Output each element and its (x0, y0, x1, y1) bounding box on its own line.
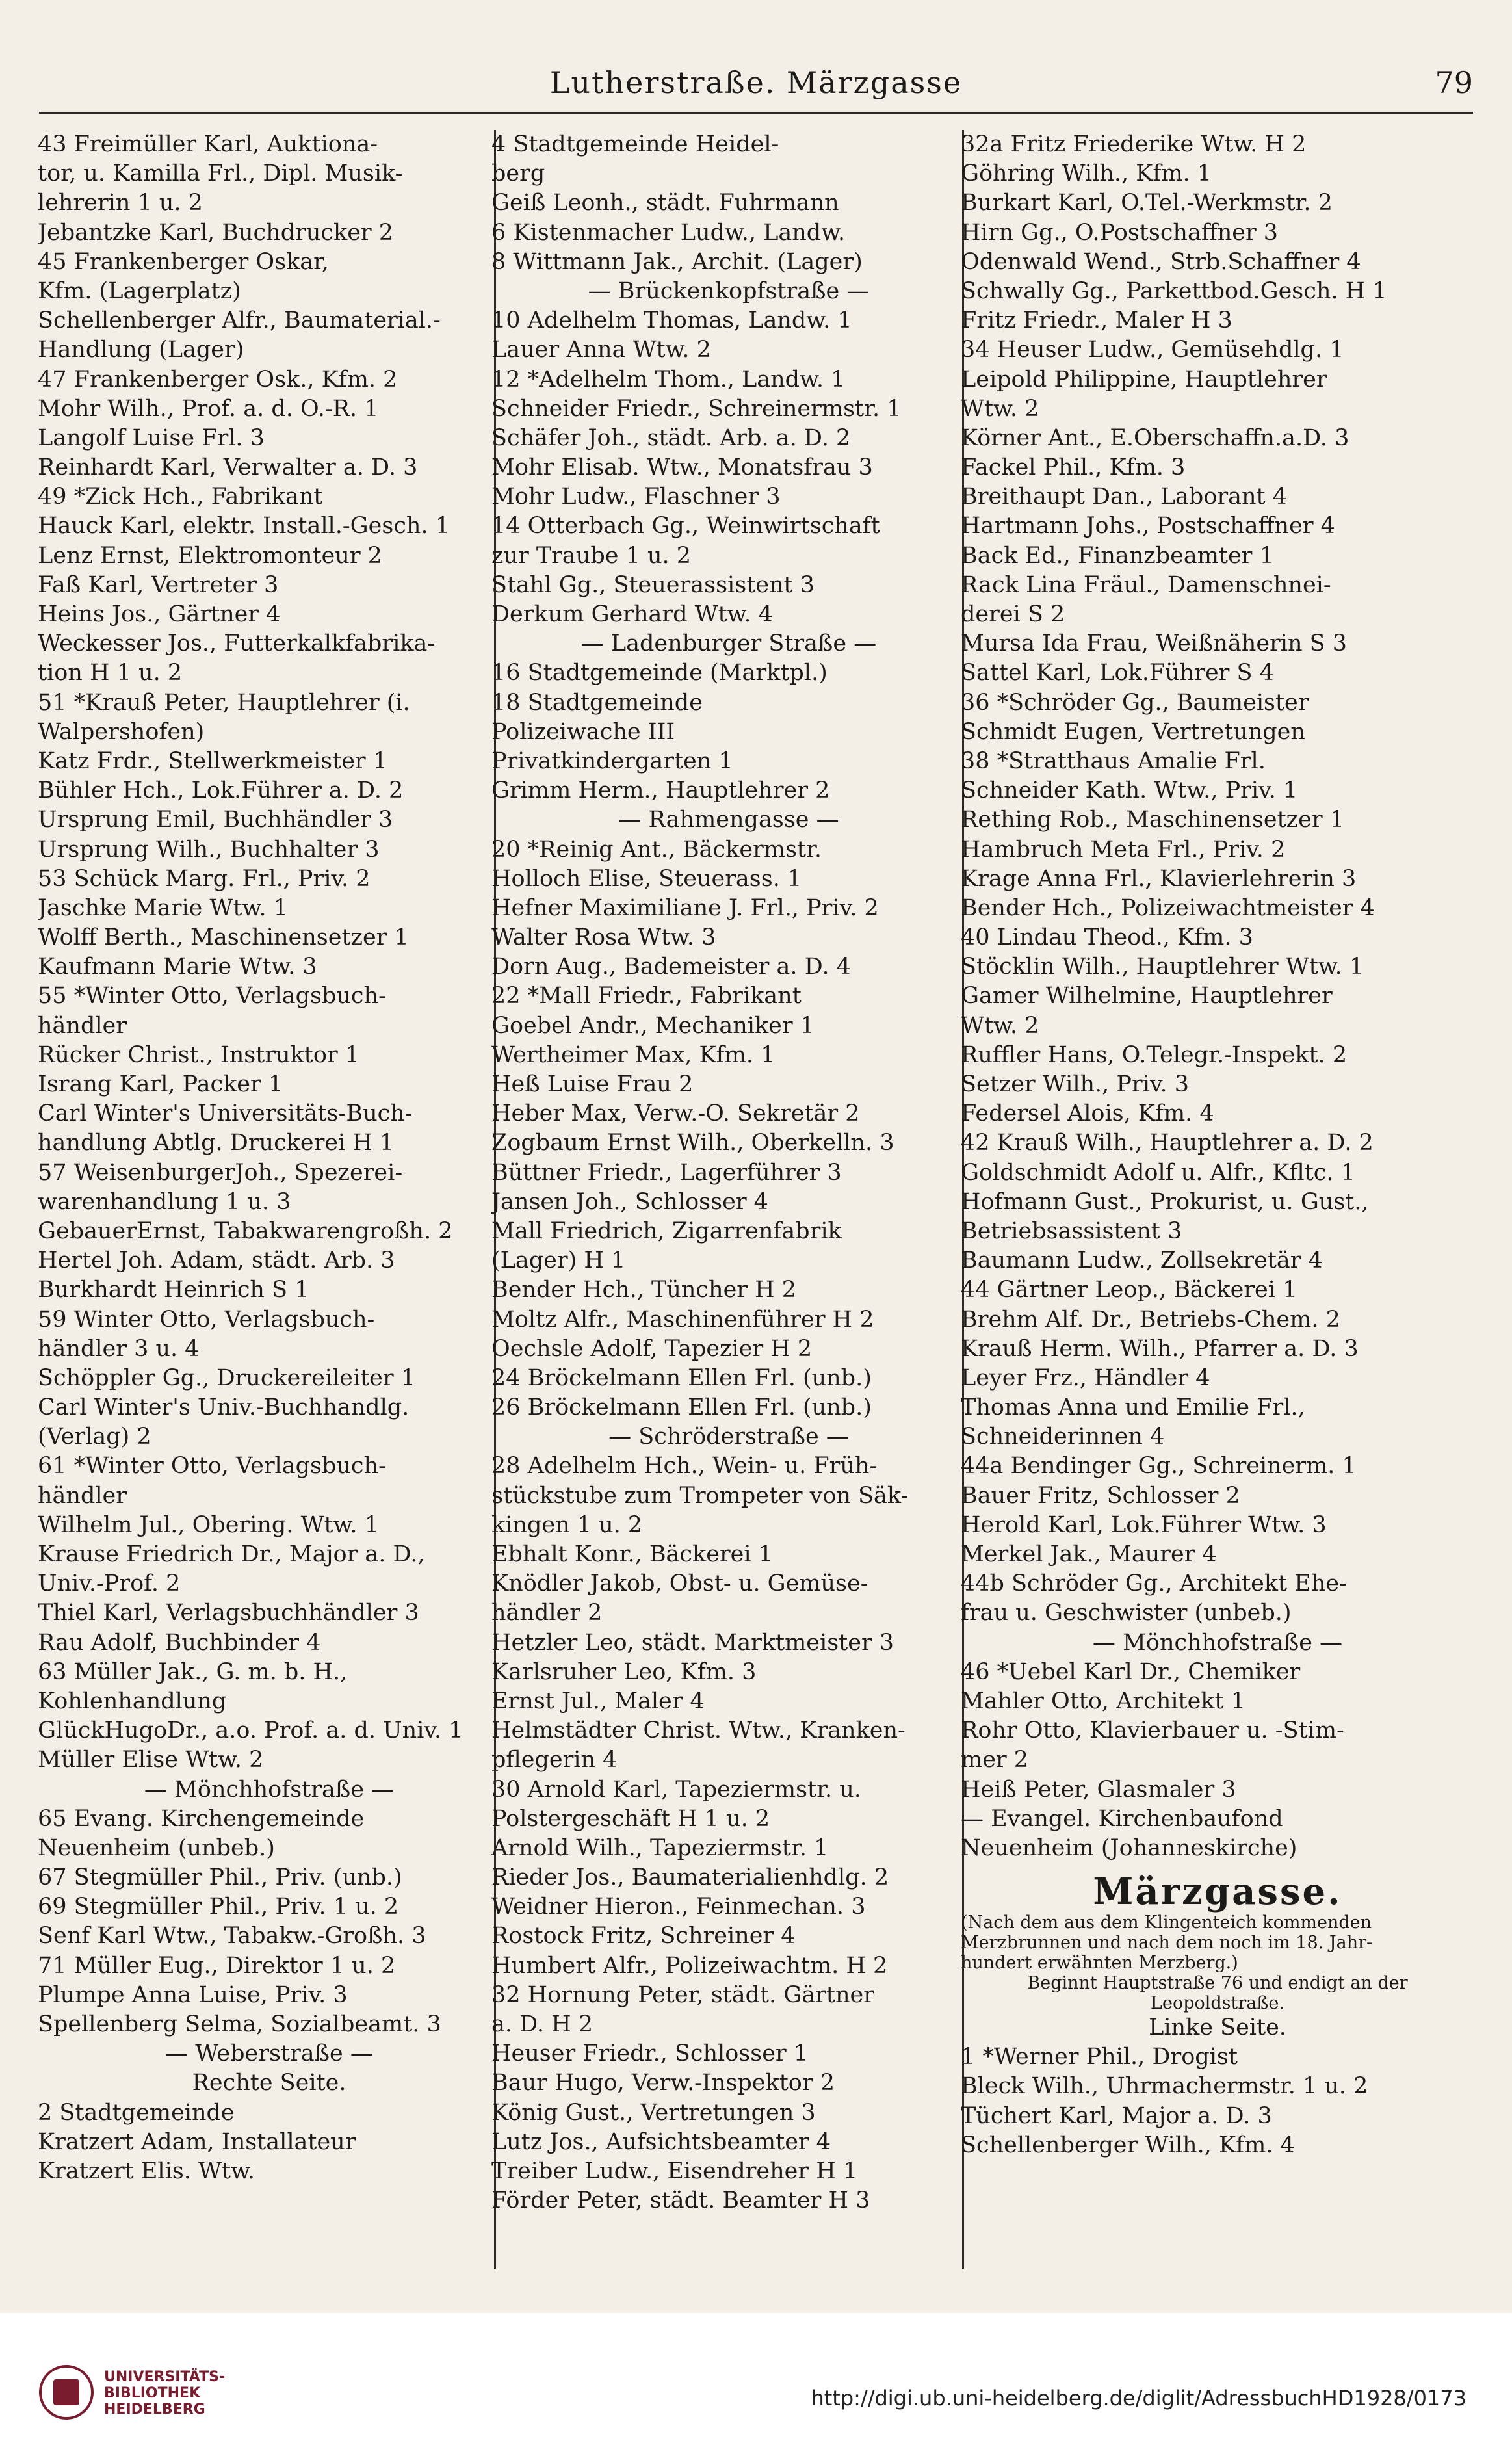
directory-line: Schneider Friedr., Schreinermstr. 1 (491, 395, 902, 422)
directory-line: 28 Adelhelm Hch., Wein- u. Früh- (491, 1453, 878, 1480)
directory-line: Hauck Karl, elektr. Install.-Gesch. 1 (38, 513, 450, 540)
directory-line: Reinhardt Karl, Verwalter a. D. 3 (38, 454, 418, 481)
directory-line: händler 3 u. 4 (38, 1335, 200, 1362)
directory-line: 34 Heuser Ludw., Gemüsehdlg. 1 (961, 337, 1344, 363)
directory-line: Helmstädter Christ. Wtw., Kranken- (491, 1718, 906, 1744)
directory-line: stückstube zum Trompeter von Säk- (491, 1482, 909, 1509)
directory-line: 61 *Winter Otto, Verlagsbuch- (38, 1453, 386, 1480)
street-note-line: Merzbrunnen und nach dem noch im 18. Jahr- (961, 1933, 1373, 1953)
directory-line: Büttner Friedr., Lagerführer 3 (491, 1159, 842, 1186)
directory-line: Mursa Ida Frau, Weißnäherin S 3 (961, 631, 1347, 657)
directory-line: pflegerin 4 (491, 1747, 618, 1773)
directory-line: Wtw. 2 (961, 395, 1039, 422)
directory-line: Krause Friedrich Dr., Major a. D., (38, 1541, 425, 1567)
directory-line: 55 *Winter Otto, Verlagsbuch- (38, 983, 386, 1010)
directory-line: Bender Hch., Polizeiwachtmeister 4 (961, 895, 1375, 921)
directory-line: Stöcklin Wilh., Hauptlehrer Wtw. 1 (961, 954, 1364, 980)
directory-line: 36 *Schröder Gg., Baumeister (961, 689, 1309, 716)
directory-line: 2 Stadtgemeinde (38, 2099, 235, 2126)
directory-line: Kratzert Adam, Installateur (38, 2128, 356, 2155)
directory-line: Katz Frdr., Stellwerkmeister 1 (38, 748, 388, 774)
directory-line: Rau Adolf, Buchbinder 4 (38, 1629, 321, 1656)
directory-line: 43 Freimüller Karl, Auktiona- (38, 131, 378, 157)
directory-line: Burkhardt Heinrich S 1 (38, 1277, 309, 1303)
directory-line: Humbert Alfr., Polizeiwachtm. H 2 (491, 1952, 888, 1979)
directory-line: Krage Anna Frl., Klavierlehrerin 3 (961, 865, 1357, 892)
directory-line: Weckesser Jos., Futterkalkfabrika- (38, 631, 436, 657)
directory-line: Merkel Jak., Maurer 4 (961, 1541, 1217, 1567)
directory-line: Knödler Jakob, Obst- u. Gemüse- (491, 1571, 868, 1597)
directory-line: — Mönchhofstraße — (144, 1776, 395, 1803)
directory-line: 57 WeisenburgerJoh., Spezerei- (38, 1159, 403, 1186)
directory-line: Schneiderinnen 4 (961, 1424, 1165, 1450)
directory-column-right (961, 130, 1474, 2269)
page-number: 79 (1435, 65, 1473, 100)
directory-line: Rohr Otto, Klavierbauer u. -Stim- (961, 1718, 1344, 1744)
directory-line: Kaufmann Marie Wtw. 3 (38, 954, 317, 980)
directory-line: handlung Abtlg. Druckerei H 1 (38, 1130, 395, 1156)
directory-line: 65 Evang. Kirchengemeinde (38, 1805, 365, 1832)
directory-line: Lenz Ernst, Elektromonteur 2 (38, 542, 382, 569)
directory-line: Leipold Philippine, Hauptlehrer (961, 366, 1327, 393)
side-label: Linke Seite. (1149, 2015, 1286, 2041)
directory-line: Privatkindergarten 1 (491, 748, 733, 774)
directory-line: Müller Elise Wtw. 2 (38, 1747, 264, 1773)
street-note (961, 1913, 1474, 2013)
directory-line: — Brückenkopfstraße — (588, 278, 870, 304)
directory-line: Grimm Herm., Hauptlehrer 2 (491, 777, 830, 804)
directory-line: Oechsle Adolf, Tapezier H 2 (491, 1335, 813, 1362)
directory-line: Heuser Friedr., Schlosser 1 (491, 2041, 809, 2067)
directory-line: Krauß Herm. Wilh., Pfarrer a. D. 3 (961, 1335, 1359, 1362)
directory-line: Schöppler Gg., Druckereileiter 1 (38, 1365, 416, 1391)
directory-line: Bühler Hch., Lok.Führer a. D. 2 (38, 777, 404, 804)
directory-line: lehrerin 1 u. 2 (38, 190, 203, 216)
directory-line: Polstergeschäft H 1 u. 2 (491, 1805, 770, 1832)
right-column-entries (961, 130, 1474, 1863)
directory-line: Dorn Aug., Bademeister a. D. 4 (491, 954, 851, 980)
directory-line: Hefner Maximiliane J. Frl., Priv. 2 (491, 895, 879, 921)
directory-line: händler 2 (491, 1600, 603, 1626)
directory-line: — Rahmengasse — (618, 807, 839, 833)
directory-line: (Lager) H 1 (491, 1248, 626, 1274)
directory-line: 38 *Stratthaus Amalie Frl. (961, 748, 1266, 774)
directory-line: Mohr Elisab. Wtw., Monatsfrau 3 (491, 454, 873, 481)
directory-line: Handlung (Lager) (38, 337, 244, 363)
directory-line: Thiel Karl, Verlagsbuchhändler 3 (38, 1600, 419, 1626)
directory-line: Jebantzke Karl, Buchdrucker 2 (38, 219, 394, 246)
directory-line: 1 *Werner Phil., Drogist (961, 2044, 1238, 2071)
directory-line: händler (38, 1012, 127, 1039)
directory-line: 18 Stadtgemeinde (491, 689, 703, 716)
directory-line: Mohr Ludw., Flaschner 3 (491, 484, 781, 510)
street-note-line: (Nach dem aus dem Klingenteich kommenden (961, 1913, 1372, 1933)
directory-line: Derkum Gerhard Wtw. 4 (491, 601, 774, 627)
directory-line: 40 Lindau Theod., Kfm. 3 (961, 924, 1253, 951)
directory-line: Weidner Hieron., Feinmechan. 3 (491, 1894, 866, 1920)
directory-line: 44b Schröder Gg., Architekt Ehe- (961, 1571, 1347, 1597)
directory-line: Schäfer Joh., städt. Arb. a. D. 2 (491, 425, 851, 451)
directory-line: kingen 1 u. 2 (491, 1511, 643, 1538)
directory-line: Hofmann Gust., Prokurist, u. Gust., (961, 1188, 1369, 1215)
directory-line: Rechte Seite. (192, 2070, 346, 2097)
directory-line: 71 Müller Eug., Direktor 1 u. 2 (38, 1952, 396, 1979)
directory-line: Heber Max, Verw.-O. Sekretär 2 (491, 1101, 860, 1127)
directory-line: derei S 2 (961, 601, 1065, 627)
directory-line: 32a Fritz Friederike Wtw. H 2 (961, 131, 1307, 157)
directory-line: Rething Rob., Maschinensetzer 1 (961, 807, 1344, 833)
directory-line: Bleck Wilh., Uhrmachermstr. 1 u. 2 (961, 2073, 1368, 2100)
directory-line: Zogbaum Ernst Wilh., Oberkelln. 3 (491, 1130, 894, 1156)
directory-line: 24 Bröckelmann Ellen Frl. (unb.) (491, 1365, 872, 1391)
directory-line: (Verlag) 2 (38, 1424, 151, 1450)
directory-line: Rack Lina Fräul., Damenschnei- (961, 571, 1331, 598)
directory-line: Burkart Karl, O.Tel.-Werkmstr. 2 (961, 190, 1333, 216)
directory-line: Karlsruher Leo, Kfm. 3 (491, 1658, 757, 1685)
directory-line: Tüchert Karl, Major a. D. 3 (961, 2102, 1272, 2129)
directory-line: Brehm Alf. Dr., Betriebs-Chem. 2 (961, 1306, 1340, 1333)
directory-line: Mall Friedrich, Zigarrenfabrik (491, 1218, 842, 1244)
directory-line: Breithaupt Dan., Laborant 4 (961, 484, 1287, 510)
directory-line: a. D. H 2 (491, 2011, 593, 2037)
directory-line: Ernst Jul., Maler 4 (491, 1688, 705, 1714)
directory-line: Holloch Elise, Steuerass. 1 (491, 865, 802, 892)
directory-line: tion H 1 u. 2 (38, 660, 183, 686)
directory-line: 14 Otterbach Gg., Weinwirtschaft (491, 513, 880, 540)
directory-line: Lauer Anna Wtw. 2 (491, 337, 711, 363)
directory-line: Baur Hugo, Verw.-Inspektor 2 (491, 2070, 835, 2097)
directory-line: 67 Stegmüller Phil., Priv. (unb.) (38, 1864, 402, 1891)
directory-line: Schmidt Eugen, Vertretungen (961, 718, 1305, 745)
directory-line: Betriebsassistent 3 (961, 1218, 1182, 1244)
directory-line: 59 Winter Otto, Verlagsbuch- (38, 1306, 375, 1333)
directory-line: Hetzler Leo, städt. Marktmeister 3 (491, 1629, 894, 1656)
directory-line: Israng Karl, Packer 1 (38, 1071, 283, 1097)
directory-line: — Schröderstraße — (608, 1424, 849, 1450)
directory-line: Förder Peter, städt. Beamter H 3 (491, 2188, 870, 2214)
directory-line: 46 *Uebel Karl Dr., Chemiker (961, 1658, 1301, 1685)
directory-line: Heß Luise Frau 2 (491, 1071, 694, 1097)
directory-line: Wertheimer Max, Kfm. 1 (491, 1041, 776, 1068)
directory-line: 16 Stadtgemeinde (Marktpl.) (491, 660, 828, 686)
directory-line: Rücker Christ., Instruktor 1 (38, 1041, 360, 1068)
directory-line: tor, u. Kamilla Frl., Dipl. Musik- (38, 161, 403, 187)
directory-line: Schellenberger Alfr., Baumaterial.- (38, 307, 441, 334)
directory-line: berg (491, 161, 545, 187)
directory-line: Baumann Ludw., Zollsekretär 4 (961, 1248, 1323, 1274)
street-note-line: Beginnt Hauptstraße 76 und endigt an der (1027, 1973, 1408, 1994)
directory-line: Schellenberger Wilh., Kfm. 4 (961, 2132, 1295, 2158)
directory-line: — Evangel. Kirchenbaufond (961, 1805, 1283, 1832)
directory-line: Arnold Wilh., Tapeziermstr. 1 (491, 1835, 829, 1861)
directory-line: 44a Bendinger Gg., Schreinerm. 1 (961, 1453, 1357, 1480)
library-logo[interactable] (39, 2365, 260, 2423)
directory-line: — Mönchhofstraße — (1092, 1629, 1343, 1656)
directory-line: Körner Ant., E.Oberschaffn.a.D. 3 (961, 425, 1349, 451)
directory-line: Herold Karl, Lok.Führer Wtw. 3 (961, 1511, 1327, 1538)
directory-line: Rieder Jos., Baumaterialienhdlg. 2 (491, 1864, 889, 1891)
directory-line: 10 Adelhelm Thomas, Landw. 1 (491, 307, 852, 334)
directory-line: Hirn Gg., O.Postschaffner 3 (961, 219, 1279, 246)
directory-line: 47 Frankenberger Osk., Kfm. 2 (38, 366, 398, 393)
directory-line: 53 Schück Marg. Frl., Priv. 2 (38, 865, 371, 892)
directory-line: Ursprung Emil, Buchhändler 3 (38, 807, 393, 833)
directory-line: GlückHugoDr., a.o. Prof. a. d. Univ. 1 (38, 1718, 463, 1744)
directory-line: Heiß Peter, Glasmaler 3 (961, 1776, 1236, 1803)
directory-line: Ursprung Wilh., Buchhalter 3 (38, 836, 380, 863)
directory-line: Univ.-Prof. 2 (38, 1571, 181, 1597)
directory-line: 6 Kistenmacher Ludw., Landw. (491, 219, 846, 246)
directory-line: Rostock Fritz, Schreiner 4 (491, 1923, 796, 1950)
directory-line: Federsel Alois, Kfm. 4 (961, 1101, 1214, 1127)
directory-line: Sattel Karl, Lok.Führer S 4 (961, 660, 1274, 686)
directory-line: Schwally Gg., Parkettbod.Gesch. H 1 (961, 278, 1387, 304)
street-note-line: Leopoldstraße. (1151, 1993, 1284, 2014)
running-title: Lutherstraße. Märzgasse (549, 65, 963, 100)
directory-line: Carl Winter's Univ.-Buchhandlg. (38, 1394, 410, 1421)
directory-line: Bauer Fritz, Schlosser 2 (961, 1482, 1240, 1509)
directory-line: 51 *Krauß Peter, Hauptlehrer (i. (38, 689, 410, 716)
directory-line: 42 Krauß Wilh., Hauptlehrer a. D. 2 (961, 1130, 1374, 1156)
source-url[interactable]: http://digi.ub.uni-heidelberg.de/diglit/AdressbuchHD1928/0173 (811, 2386, 1466, 2410)
directory-line: Spellenberg Selma, Sozialbeamt. 3 (38, 2011, 441, 2037)
directory-line: zur Traube 1 u. 2 (491, 542, 692, 569)
directory-line: Polizeiwache III (491, 718, 675, 745)
directory-line: Treiber Ludw., Eisendreher H 1 (491, 2158, 858, 2184)
directory-line: Goebel Andr., Mechaniker 1 (491, 1012, 815, 1039)
library-name-line: UNIVERSITÄTS- (104, 2369, 226, 2385)
directory-line: Mohr Wilh., Prof. a. d. O.-R. 1 (38, 395, 379, 422)
directory-line: Mahler Otto, Architekt 1 (961, 1688, 1245, 1714)
street-note-line: hundert erwähnten Merzberg.) (961, 1953, 1238, 1974)
directory-line: warenhandlung 1 u. 3 (38, 1188, 291, 1215)
directory-column-left (38, 130, 501, 2269)
directory-column-middle (491, 130, 966, 2269)
directory-line: 63 Müller Jak., G. m. b. H., (38, 1658, 348, 1685)
directory-line: Göhring Wilh., Kfm. 1 (961, 161, 1212, 187)
directory-line: Ebhalt Konr., Bäckerei 1 (491, 1541, 773, 1567)
digitization-footer (0, 2313, 1512, 2456)
directory-line: 26 Bröckelmann Ellen Frl. (unb.) (491, 1394, 872, 1421)
directory-line: Walpershofen) (38, 718, 205, 745)
directory-line: 49 *Zick Hch., Fabrikant (38, 484, 323, 510)
directory-line: mer 2 (961, 1747, 1029, 1773)
directory-line: 45 Frankenberger Oskar, (38, 248, 330, 275)
directory-line: 32 Hornung Peter, städt. Gärtner (491, 1981, 874, 2008)
directory-line: Kfm. (Lagerplatz) (38, 278, 241, 304)
directory-line: König Gust., Vertretungen 3 (491, 2099, 816, 2126)
directory-line: Kratzert Elis. Wtw. (38, 2158, 255, 2184)
directory-line: 4 Stadtgemeinde Heidel- (491, 131, 779, 157)
directory-line: Schneider Kath. Wtw., Priv. 1 (961, 777, 1298, 804)
directory-line: 69 Stegmüller Phil., Priv. 1 u. 2 (38, 1894, 399, 1920)
directory-line: Moltz Alfr., Maschinenführer H 2 (491, 1306, 874, 1333)
directory-line: Jaschke Marie Wtw. 1 (38, 895, 288, 921)
directory-line: Carl Winter's Universitäts-Buch- (38, 1101, 413, 1127)
directory-line: Bender Hch., Tüncher H 2 (491, 1277, 797, 1303)
directory-line: Wolff Berth., Maschinensetzer 1 (38, 924, 409, 951)
header-rule (39, 112, 1473, 114)
directory-line: händler (38, 1482, 127, 1509)
directory-line: 8 Wittmann Jak., Archit. (Lager) (491, 248, 863, 275)
directory-line: Neuenheim (unbeb.) (38, 1835, 275, 1861)
directory-line: Setzer Wilh., Priv. 3 (961, 1071, 1190, 1097)
directory-line: Neuenheim (Johanneskirche) (961, 1835, 1297, 1861)
directory-line: Kohlenhandlung (38, 1688, 227, 1714)
directory-line: Ruffler Hans, O.Telegr.-Inspekt. 2 (961, 1041, 1348, 1068)
directory-line: Geiß Leonh., städt. Fuhrmann (491, 190, 839, 216)
directory-line: Fackel Phil., Kfm. 3 (961, 454, 1186, 481)
page-header (39, 65, 1473, 124)
library-name-line: BIBLIOTHEK (104, 2385, 201, 2401)
directory-line: — Ladenburger Straße — (580, 631, 877, 657)
section-heading-marzgasse: Märzgasse. (1093, 1870, 1342, 1914)
directory-line: 20 *Reinig Ant., Bäckermstr. (491, 836, 822, 863)
directory-line: Jansen Joh., Schlosser 4 (491, 1188, 768, 1215)
directory-line: Odenwald Wend., Strb.Schaffner 4 (961, 248, 1361, 275)
directory-line: Hertel Joh. Adam, städt. Arb. 3 (38, 1248, 395, 1274)
directory-line: Heins Jos., Gärtner 4 (38, 601, 281, 627)
directory-line: Wilhelm Jul., Obering. Wtw. 1 (38, 1511, 379, 1538)
directory-line: 44 Gärtner Leop., Bäckerei 1 (961, 1277, 1297, 1303)
directory-line: Back Ed., Finanzbeamter 1 (961, 542, 1274, 569)
library-seal-icon (39, 2365, 94, 2420)
directory-line: 30 Arnold Karl, Tapeziermstr. u. (491, 1776, 861, 1803)
directory-line: Leyer Frz., Händler 4 (961, 1365, 1210, 1391)
directory-line: Langolf Luise Frl. 3 (38, 425, 265, 451)
directory-line: Lutz Jos., Aufsichtsbeamter 4 (491, 2128, 831, 2155)
directory-line: Walter Rosa Wtw. 3 (491, 924, 716, 951)
directory-line: Plumpe Anna Luise, Priv. 3 (38, 1981, 348, 2008)
directory-line: Goldschmidt Adolf u. Alfr., Kfltc. 1 (961, 1159, 1355, 1186)
directory-line: — Weberstraße — (165, 2041, 373, 2067)
directory-line: GebauerErnst, Tabakwarengroßh. 2 (38, 1218, 453, 1244)
directory-line: Wtw. 2 (961, 1012, 1039, 1039)
directory-line: Fritz Friedr., Maler H 3 (961, 307, 1232, 334)
directory-line: Hambruch Meta Frl., Priv. 2 (961, 836, 1286, 863)
marzgasse-entries (961, 2043, 1474, 2160)
directory-line: Faß Karl, Vertreter 3 (38, 571, 279, 598)
directory-line: frau u. Geschwister (unbeb.) (961, 1600, 1292, 1626)
library-name (104, 2369, 225, 2418)
directory-line: 12 *Adelhelm Thom., Landw. 1 (491, 366, 846, 393)
directory-line: 22 *Mall Friedr., Fabrikant (491, 983, 802, 1010)
directory-line: Senf Karl Wtw., Tabakw.-Großh. 3 (38, 1923, 426, 1950)
library-name-line: HEIDELBERG (104, 2401, 205, 2418)
directory-line: Gamer Wilhelmine, Hauptlehrer (961, 983, 1333, 1010)
directory-line: Stahl Gg., Steuerassistent 3 (491, 571, 815, 598)
directory-line: Thomas Anna und Emilie Frl., (961, 1394, 1305, 1421)
directory-line: Hartmann Johs., Postschaffner 4 (961, 513, 1335, 540)
